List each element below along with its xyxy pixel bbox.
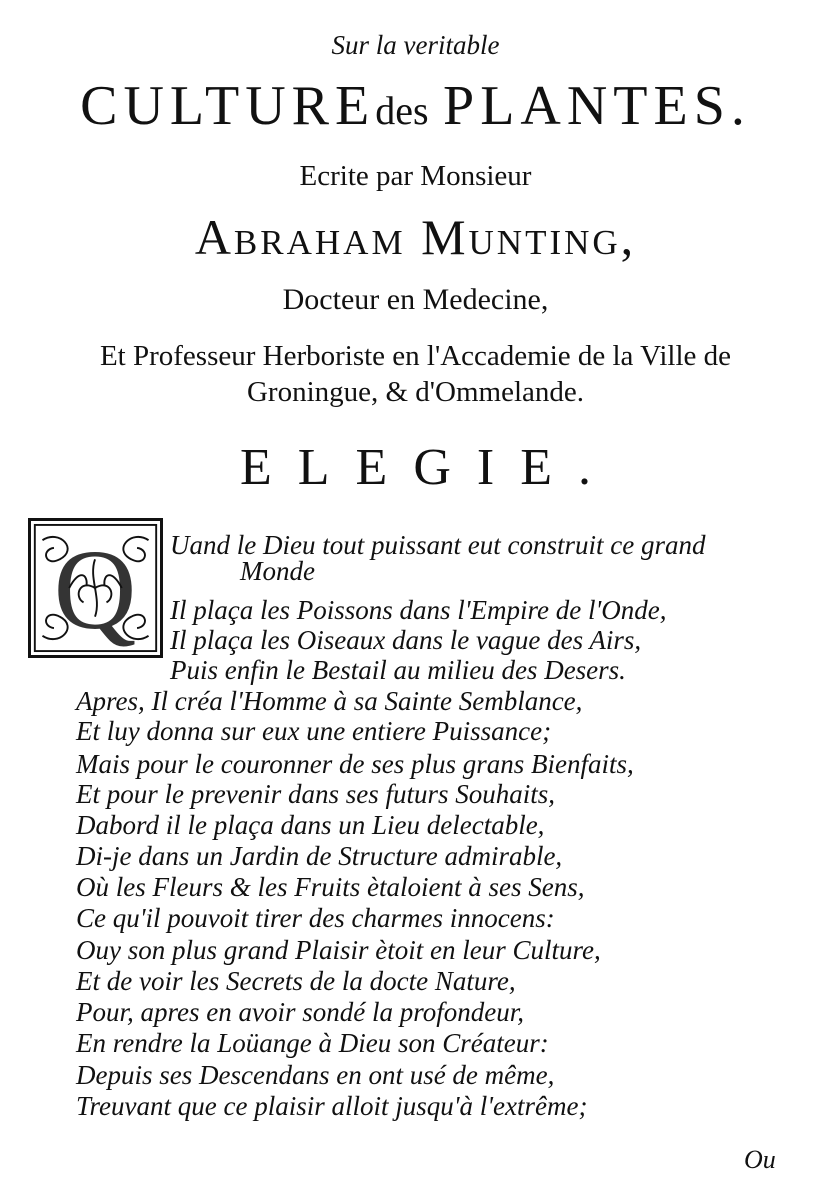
svg-text:Q: Q bbox=[53, 526, 137, 654]
poem-line-13: Ce qu'il pouvoit tirer des charmes innocens: bbox=[76, 903, 555, 933]
professor-line-1: Et Professeur Herboriste en l'Accademie de la Ville de bbox=[99, 340, 732, 372]
title-culture: CULTURE bbox=[80, 75, 376, 137]
poem-line-6: Apres, Il créa l'Homme à sa Sainte Semblance, bbox=[76, 686, 583, 716]
title-plantes: PLANTES. bbox=[443, 75, 751, 137]
poem-line-2: Monde bbox=[240, 556, 315, 586]
author-name: Abraham Munting, bbox=[194, 209, 637, 265]
poem-line-15: Et de voir les Secrets de la docte Nature, bbox=[76, 966, 516, 996]
poem-line-19: Treuvant que ce plaisir alloit jusqu'à l'extrême; bbox=[76, 1091, 588, 1121]
catchword: Ou bbox=[744, 1145, 776, 1174]
poem-line-11: Di-je dans un Jardin de Structure admirable, bbox=[76, 841, 563, 871]
written-by-line: Ecrite par Monsieur bbox=[299, 160, 532, 192]
poem-line-3: Il plaça les Poissons dans l'Empire de l'Onde, bbox=[170, 595, 667, 625]
main-title bbox=[0, 74, 831, 138]
genre-title: ELEGIE. bbox=[240, 439, 617, 496]
poem-line-14: Ouy son plus grand Plaisir ètoit en leur Culture, bbox=[76, 935, 601, 965]
poem-line-8: Mais pour le couronner de ses plus grans Bienfaits, bbox=[76, 749, 634, 779]
intro-line: Sur la veritable bbox=[331, 30, 500, 60]
poem-line-17: En rendre la Loüange à Dieu son Créateur: bbox=[76, 1028, 549, 1058]
poem-line-1: Uand le Dieu tout puissant eut construit ce grand bbox=[170, 530, 706, 560]
title-des: des bbox=[375, 88, 429, 133]
poem-line-18: Depuis ses Descendans en ont usé de même, bbox=[76, 1060, 555, 1090]
poem-line-9: Et pour le prevenir dans ses futurs Souhaits, bbox=[76, 779, 555, 809]
poem-line-16: Pour, apres en avoir sondé la profondeur, bbox=[76, 997, 524, 1027]
poem-line-12: Où les Fleurs & les Fruits ètaloient à ses Sens, bbox=[76, 872, 585, 902]
poem-line-7: Et luy donna sur eux une entiere Puissance; bbox=[76, 716, 552, 746]
ornamental-drop-cap bbox=[28, 518, 163, 658]
author-degree: Docteur en Medecine, bbox=[282, 283, 549, 316]
floral-ornament-icon bbox=[31, 521, 160, 655]
poem-line-10: Dabord il le plaça dans un Lieu delectable, bbox=[76, 810, 545, 840]
professor-line-2: Groningue, & d'Ommelande. bbox=[246, 376, 585, 408]
poem-line-5: Puis enfin le Bestail au milieu des Desers. bbox=[170, 655, 626, 685]
poem-line-4: Il plaça les Oiseaux dans le vague des Airs, bbox=[170, 625, 642, 655]
